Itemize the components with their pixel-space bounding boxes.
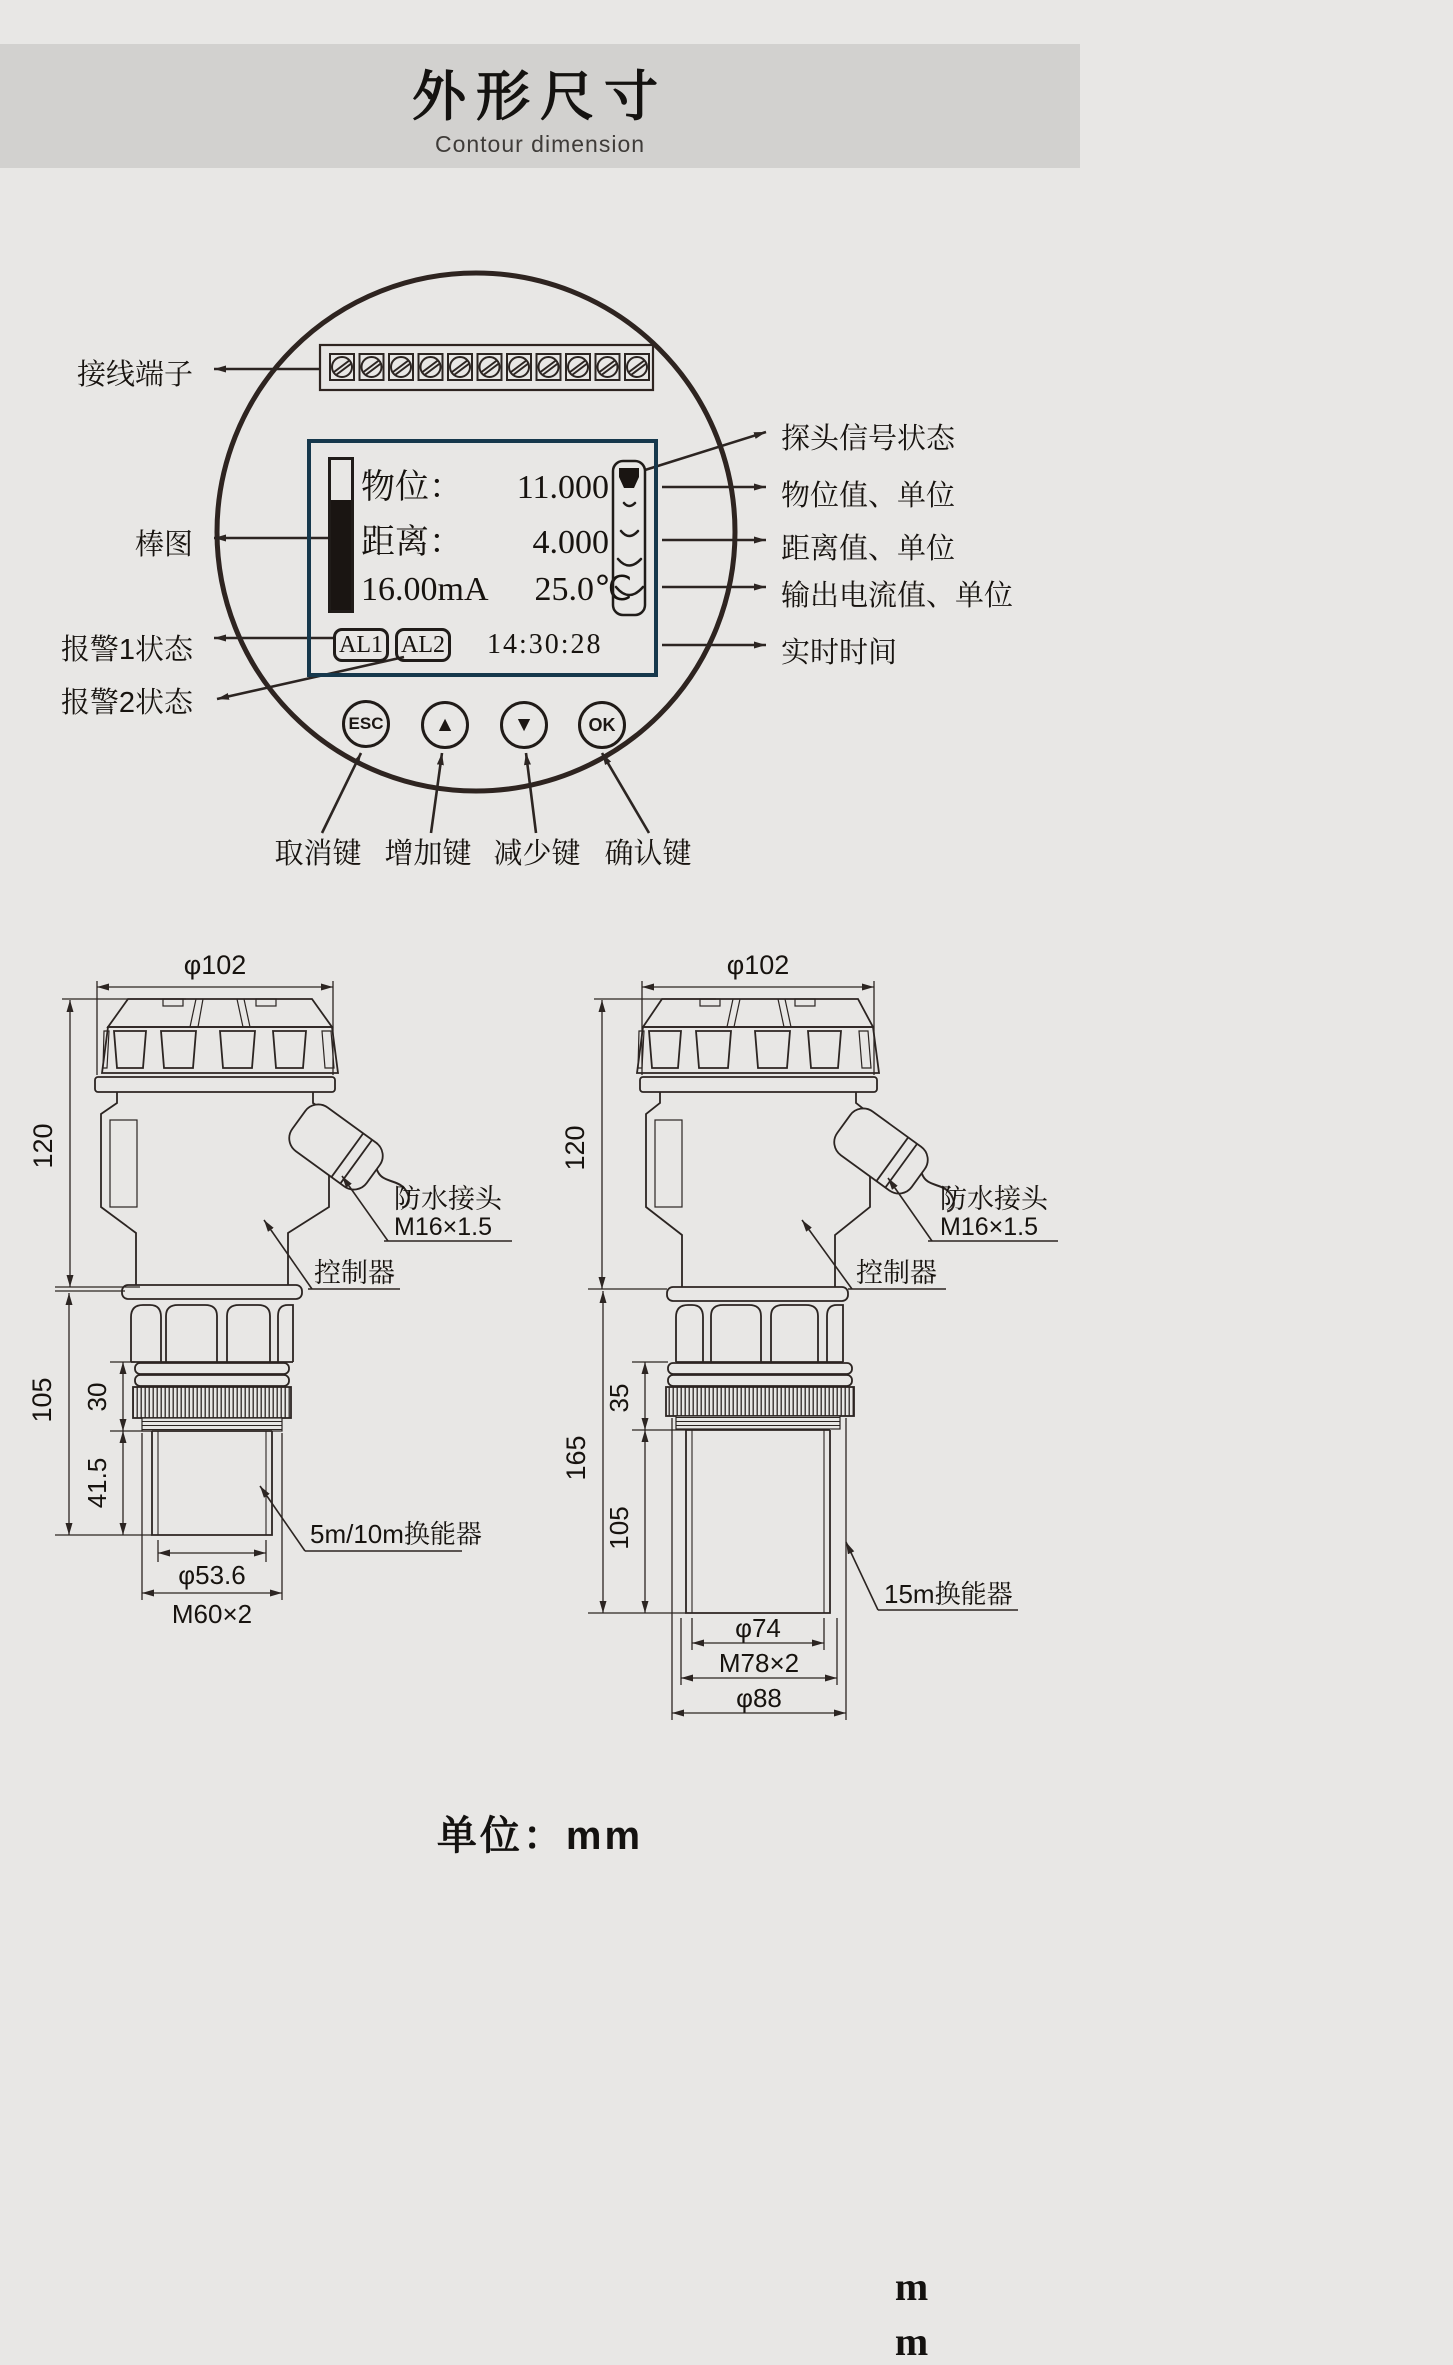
up-button: ▲	[421, 701, 469, 749]
dim-label: M78×2	[718, 1648, 800, 1678]
page-title: 外形尺寸	[412, 67, 668, 127]
dim-label: 120	[560, 1125, 590, 1171]
dim-label: φ102	[183, 950, 247, 980]
leader-signal	[645, 432, 766, 470]
down-button: ▼	[500, 701, 548, 749]
ok-button: OK	[578, 701, 626, 749]
callout-realtime: 实时时间	[781, 637, 898, 669]
callout-alarm1: 报警1状态	[60, 634, 193, 666]
esc-button: ESC	[342, 700, 390, 748]
leader-key-esc	[322, 753, 361, 833]
hex-nut-right	[667, 1287, 848, 1362]
clock-time: 14:30:28	[487, 629, 603, 660]
drawing-right	[560, 950, 1058, 1720]
dim-label: 35	[604, 1383, 634, 1413]
dim-label: 41.5	[82, 1457, 112, 1509]
key-label-decrease: 减少键	[493, 838, 581, 870]
dim-label: 105	[27, 1377, 57, 1423]
alarm2-badge: AL2	[395, 628, 451, 662]
dim-left-h-upper	[55, 999, 186, 1287]
gland-label2: M16×1.5	[394, 1213, 492, 1241]
key-label-cancel: 取消键	[274, 838, 362, 870]
distance-label: 距离：	[361, 524, 463, 561]
key-label-confirm: 确认键	[604, 838, 692, 870]
distance-unit: m	[894, 2319, 932, 2364]
callout-bargraph: 棒图	[134, 529, 193, 561]
drawing-left	[27, 950, 512, 1629]
dim-left-dia-top	[97, 981, 333, 1075]
callout-signal: 探头信号状态	[781, 423, 956, 455]
dim-label: φ88	[736, 1683, 782, 1713]
level-value: 11.000	[516, 469, 609, 506]
alarm1-badge: AL1	[333, 628, 389, 662]
transducer-label: 15m换能器	[884, 1579, 1013, 1609]
transducer-left	[133, 1363, 291, 1535]
gland-label2: M16×1.5	[940, 1213, 1038, 1241]
controller-label: 控制器	[314, 1258, 395, 1288]
terminal-block	[320, 345, 653, 390]
controller-body-left	[101, 1092, 329, 1285]
dim-label: φ53.6	[178, 1560, 246, 1590]
lcd-row-output	[361, 569, 632, 609]
dim-label: 105	[604, 1506, 634, 1550]
transducer-label: 5m/10m换能器	[310, 1519, 482, 1549]
dim-label: 120	[28, 1123, 58, 1169]
callout-distance-value: 距离值、单位	[781, 533, 956, 565]
callout-level-value: 物位值、单位	[781, 480, 956, 512]
dim-label: 30	[82, 1382, 112, 1412]
key-label-increase: 增加键	[384, 838, 472, 870]
probe-icon	[619, 468, 639, 488]
callout-current-value: 输出电流值、单位	[781, 580, 1014, 612]
dims-right-lower	[588, 1291, 686, 1613]
dim-label: 165	[561, 1435, 591, 1481]
bargraph-fill	[331, 500, 351, 610]
page-subtitle: Contour dimension	[434, 131, 646, 157]
temperature: 25.0℃	[534, 571, 633, 608]
dim-label: φ74	[735, 1613, 781, 1643]
controller-body-right	[646, 1092, 870, 1287]
dim-label: M60×2	[171, 1599, 253, 1629]
gland-label: 防水接头	[940, 1184, 1048, 1214]
signal-indicator	[611, 459, 647, 617]
output-current: 16.00mA	[361, 571, 489, 608]
cap-crown-right	[637, 999, 879, 1092]
controller-label: 控制器	[856, 1258, 937, 1288]
leader-key-ok	[602, 753, 649, 833]
leader-key-up	[431, 753, 442, 833]
callout-alarm2: 报警2状态	[60, 687, 193, 719]
bargraph	[328, 457, 354, 613]
level-unit: m	[894, 2264, 932, 2309]
level-label: 物位：	[361, 469, 463, 506]
leader-key-down	[526, 753, 536, 833]
transducer-right	[666, 1363, 854, 1613]
callout-terminal: 接线端子	[76, 359, 193, 391]
gland-label: 防水接头	[394, 1184, 502, 1214]
dim-label: φ102	[726, 950, 790, 980]
cap-crown-left	[95, 999, 338, 1092]
hex-nut-left	[122, 1285, 302, 1362]
unit-note: 单位：mm	[436, 1814, 644, 1858]
distance-value: 4.000	[532, 524, 609, 561]
